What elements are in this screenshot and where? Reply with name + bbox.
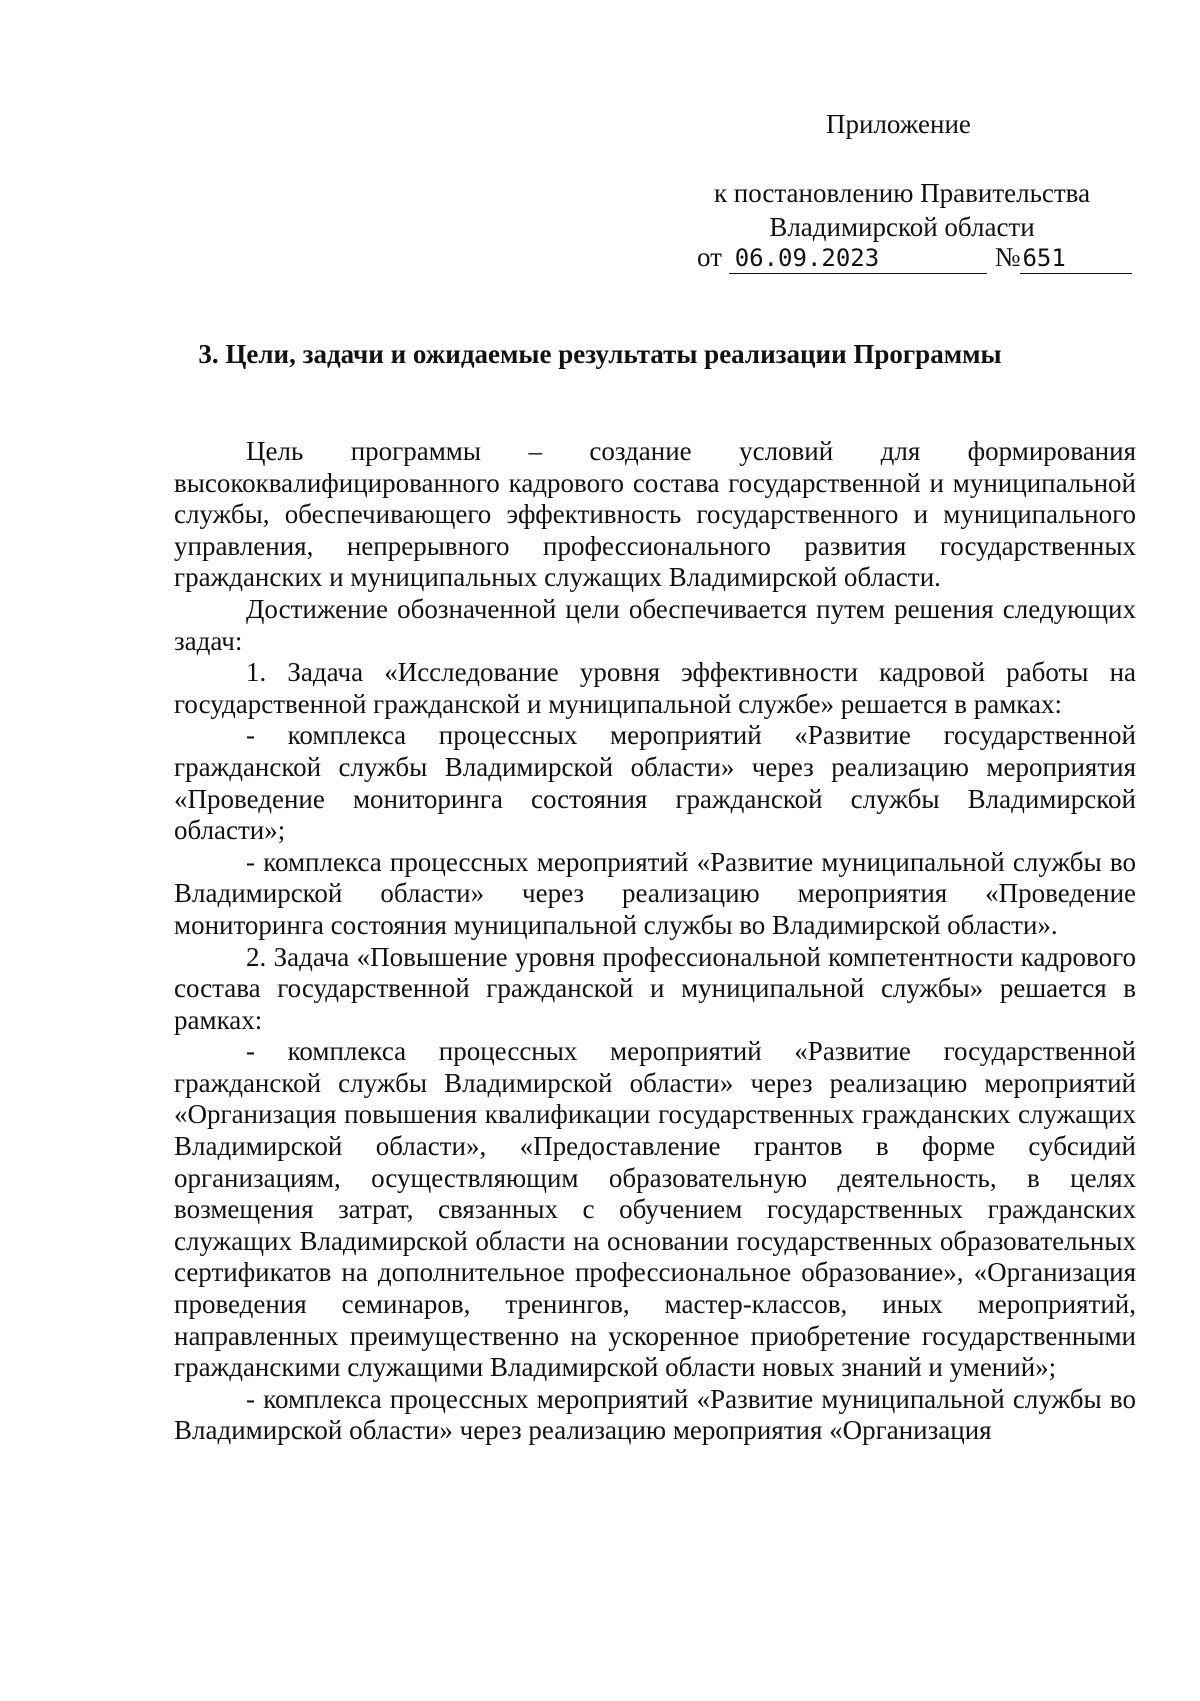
resolution-date: 06.09.2023 [729,243,987,274]
number-sign: № [994,242,1021,272]
date-prefix: от [697,242,722,272]
paragraph-task-2-item-1: - комплекса процессных мероприятий «Развитие государственной гражданской службы Владимирской области» через реализацию мероприятий «Организация повышения квалификации государственных гражданских служащих Владимирской области», «Предоставление грантов в форме субсидий организациям, осуществляющим образовательную деятельность, в целях возмещения затрат, связанных с обучением государственных гражданских служащих Владимирской области на основании государственных образовательных сертификатов на дополнительное профессиональное образование», «Организация проведения семинаров, тренингов, мастер-классов, иных мероприятий, направленных преимущественно на ускоренное приобретение государственными гражданскими служащими Владимирской области новых знаний и умений»; [174,1036,1136,1383]
paragraph-task-1-item-2: - комплекса процессных мероприятий «Развитие муниципальной службы во Владимирской области» через реализацию мероприятия «Проведение мониторинга состояния муниципальной службы во Владимирской области». [174,846,1136,940]
document-body [174,436,1136,1447]
resolution-date-number [697,240,1132,274]
paragraph-task-1-item-1: - комплекса процессных мероприятий «Развитие государственной гражданской службы Владимирской области» через реализацию мероприятия «Проведение мониторинга состояния гражданской службы Владимирской области»; [174,720,1136,846]
appendix-label: Приложение [826,109,971,139]
resolution-line-2: Владимирской области [769,212,1035,242]
resolution-reference [692,176,1112,244]
resolution-line-1: к постановлению Правительства [713,178,1091,208]
section-heading: 3. Цели, задачи и ожидаемые результаты реализации Программы [198,339,1002,369]
paragraph-task-2-item-2: - комплекса процессных мероприятий «Развитие муниципальной службы во Владимирской области» через реализацию мероприятия «Организация [174,1383,1136,1446]
paragraph-task-1: 1. Задача «Исследование уровня эффективности кадровой работы на государственной гражданской и муниципальной службе» решается в рамках: [174,657,1136,719]
paragraph-goal: Цель программы – создание условий для формирования высококвалифицированного кадрового состава государственной и муниципальной службы, обеспечивающего эффективность государственного и муниципального управления, непрерывного профессионального развития государственных гражданских и муниципальных служащих Владимирской области. [174,436,1136,593]
paragraph-tasks-intro: Достижение обозначенной цели обеспечивается путем решения следующих задач: [174,593,1136,656]
resolution-number: 651 [1020,243,1132,274]
paragraph-task-2: 2. Задача «Повышение уровня профессиональной компетентности кадрового состава государственной гражданской и муниципальной службы» решается в рамках: [174,941,1136,1035]
